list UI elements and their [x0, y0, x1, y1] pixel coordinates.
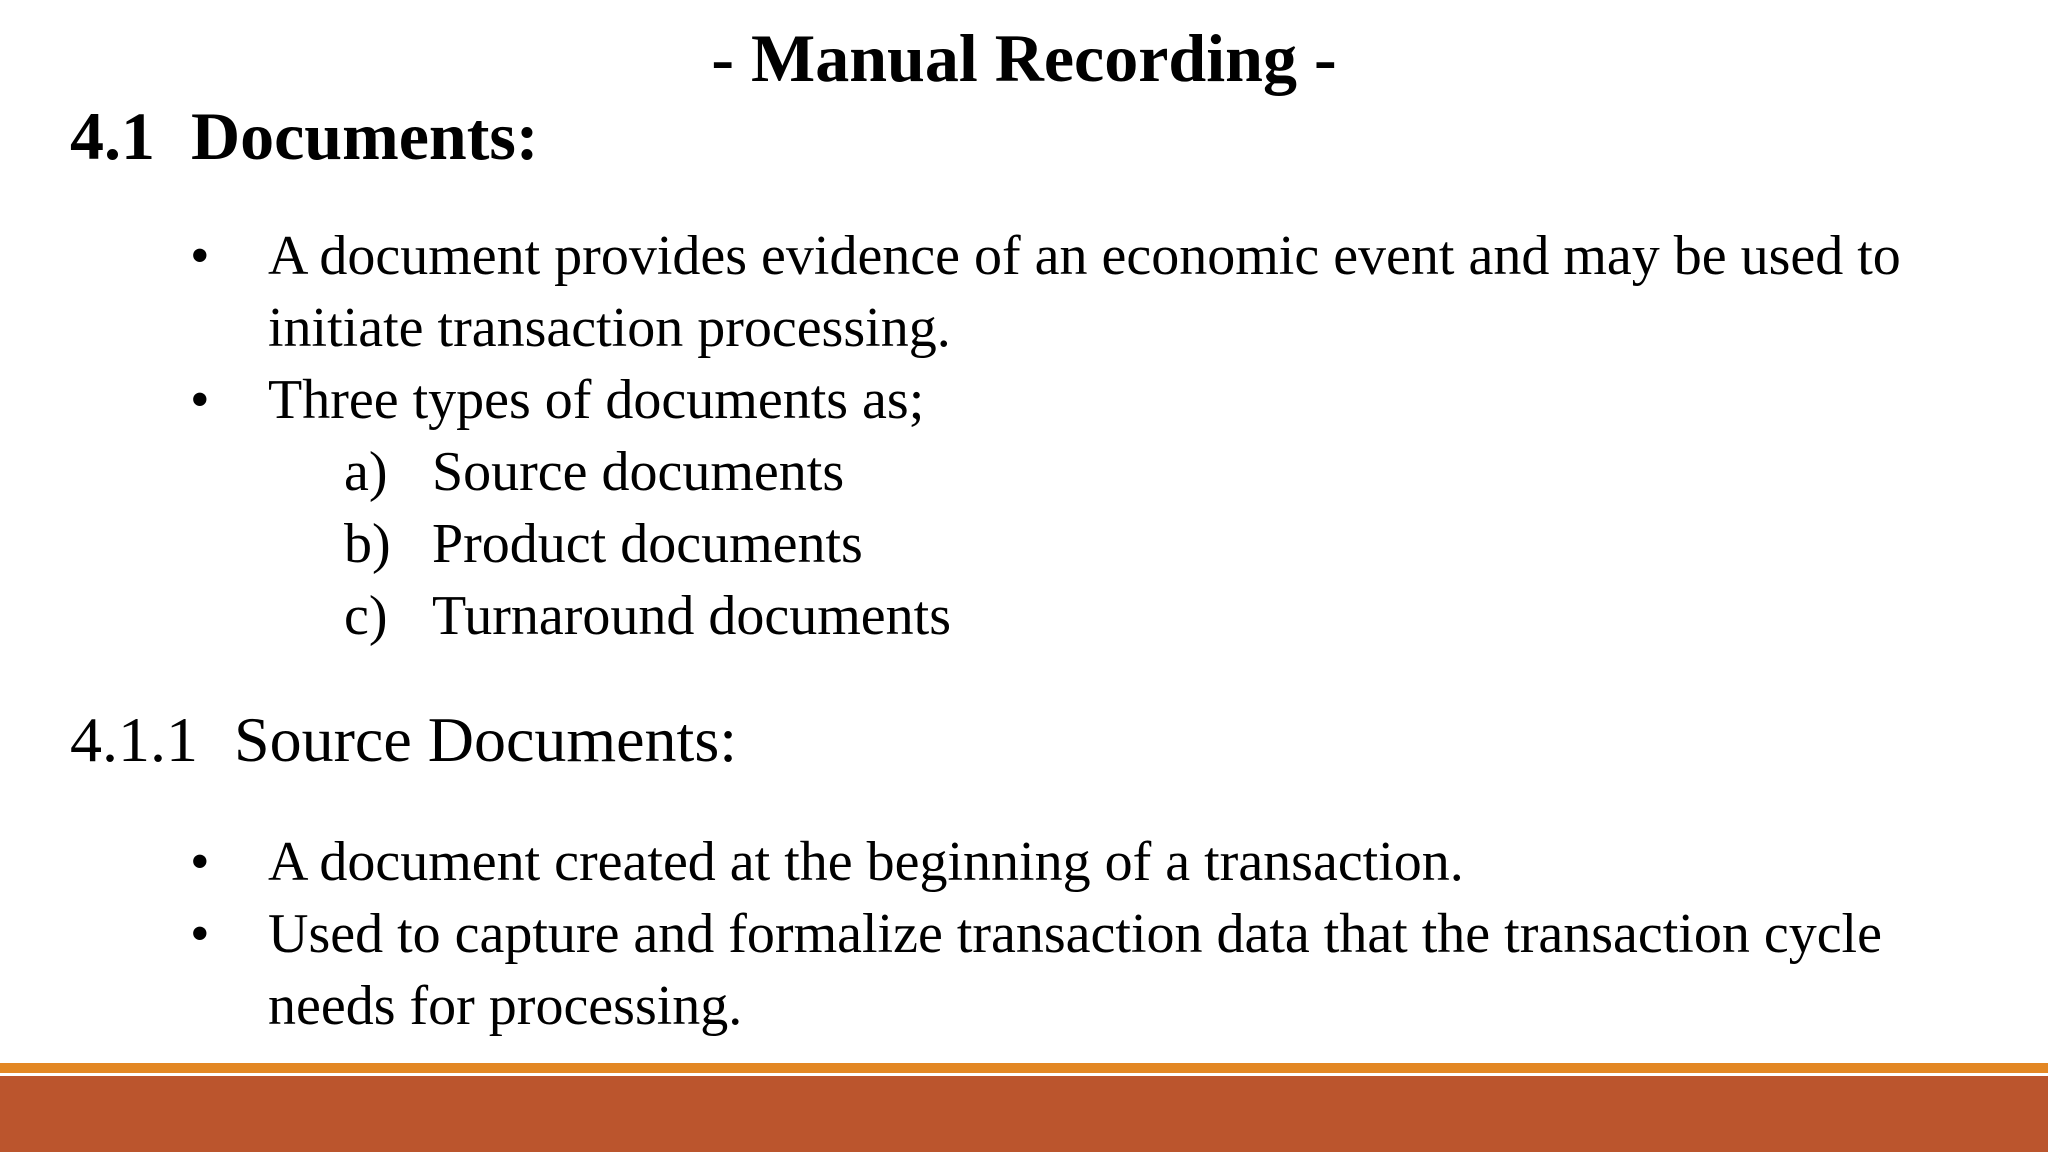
list-item-text: Turnaround documents	[432, 585, 952, 647]
list-item	[0, 580, 951, 652]
bullet-text: A document created at the beginning of a transaction.	[268, 831, 1464, 893]
section-title: Source Documents:	[234, 704, 737, 775]
bullet-icon: •	[190, 225, 210, 287]
list-item	[0, 364, 2008, 436]
bullet-text: A document provides evidence of an economic event and may be used to initiate transaction processing.	[268, 225, 1901, 359]
list-item	[0, 220, 2008, 364]
slide-title: - Manual Recording -	[711, 20, 1337, 96]
list-item-text: Product documents	[432, 513, 863, 575]
list-item	[0, 436, 951, 508]
list-item-text: Source documents	[432, 441, 845, 503]
footer-accent-stripe	[0, 1063, 2048, 1073]
list-marker: c)	[344, 585, 388, 647]
bullet-icon: •	[190, 903, 210, 965]
document-types-list	[0, 436, 951, 652]
bullet-icon: •	[190, 831, 210, 893]
section-heading-source-documents	[70, 700, 737, 780]
list-item	[0, 826, 2008, 898]
list-item	[0, 898, 2008, 1042]
section-number: 4.1	[70, 98, 155, 174]
section-number: 4.1.1	[70, 704, 198, 775]
source-documents-bullet-list	[0, 826, 2008, 1042]
list-marker: b)	[344, 513, 391, 575]
section-heading-documents	[70, 96, 539, 176]
bullet-icon: •	[190, 369, 210, 431]
list-item	[0, 508, 951, 580]
bullet-text: Three types of documents as;	[268, 369, 925, 431]
footer-band	[0, 1076, 2048, 1152]
section-title: Documents:	[191, 98, 539, 174]
bullet-text: Used to capture and formalize transaction data that the transaction cycle needs for processing.	[268, 903, 1882, 1037]
list-marker: a)	[344, 441, 388, 503]
documents-bullet-list	[0, 220, 2008, 436]
